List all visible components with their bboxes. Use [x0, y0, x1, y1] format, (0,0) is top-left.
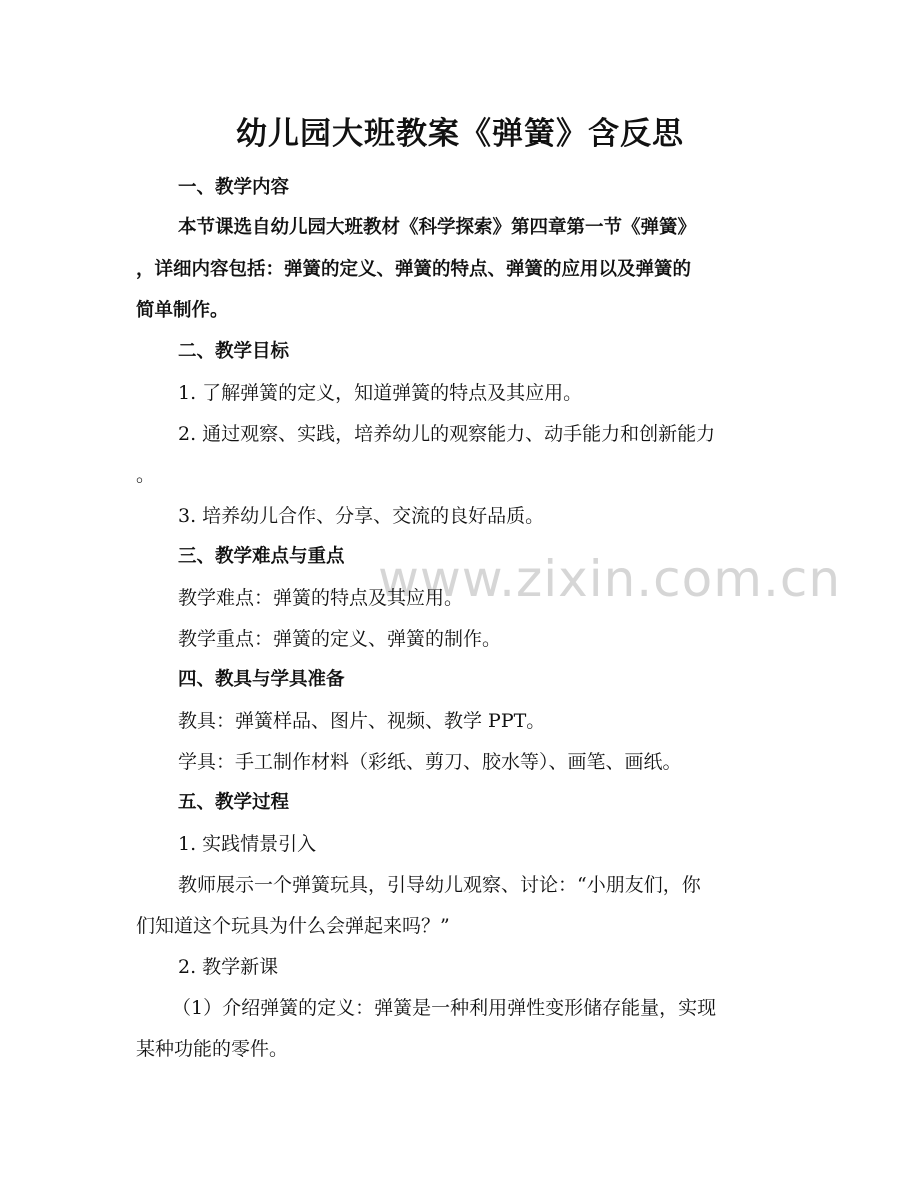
paragraph-line: 本节课选自幼儿园大班教材《科学探索》第四章第一节《弹簧》: [178, 217, 697, 238]
list-item: 2. 教学新课: [178, 956, 279, 978]
paragraph-line: 们知道这个玩具为什么会弹起来吗？”: [136, 915, 450, 937]
section-heading-goals: 二、教学目标: [178, 341, 290, 362]
paragraph-line: ，详细内容包括：弹簧的定义、弹簧的特点、弹簧的应用以及弹簧的: [136, 259, 692, 280]
list-item: 2. 通过观察、实践，培养幼儿的观察能力、动手能力和创新能力: [178, 423, 716, 445]
list-item: 1. 实践情景引入: [178, 833, 317, 855]
paragraph-line: 简单制作。: [136, 300, 229, 321]
section-heading-process: 五、教学过程: [178, 792, 290, 813]
paragraph-line: 教学重点：弹簧的定义、弹簧的制作。: [178, 628, 502, 650]
paragraph-line: 学具：手工制作材料（彩纸、剪刀、胶水等）、画笔、画纸。: [178, 751, 682, 773]
paragraph-line: 教具：弹簧样品、图片、视频、教学 PPT。: [178, 710, 546, 732]
paragraph-line: 教师展示一个弹簧玩具，引导幼儿观察、讨论：“小朋友们，你: [178, 874, 701, 896]
paragraph-line: （1）介绍弹簧的定义：弹簧是一种利用弹性变形储存能量，实现: [172, 997, 717, 1019]
watermark: www.zixin.com.cn: [378, 550, 842, 608]
page-title: 幼儿园大班教案《弹簧》含反思: [236, 116, 684, 152]
paragraph-line: 教学难点：弹簧的特点及其应用。: [178, 587, 464, 609]
section-heading-difficulties: 三、教学难点与重点: [178, 546, 345, 567]
list-item: 1. 了解弹簧的定义，知道弹簧的特点及其应用。: [178, 382, 583, 404]
list-item: 3. 培养幼儿合作、分享、交流的良好品质。: [178, 505, 545, 527]
list-item-continuation: 。: [136, 464, 156, 486]
section-heading-content: 一、教学内容: [178, 177, 290, 198]
paragraph-line: 某种功能的零件。: [136, 1038, 289, 1060]
section-heading-materials: 四、教具与学具准备: [178, 669, 345, 690]
